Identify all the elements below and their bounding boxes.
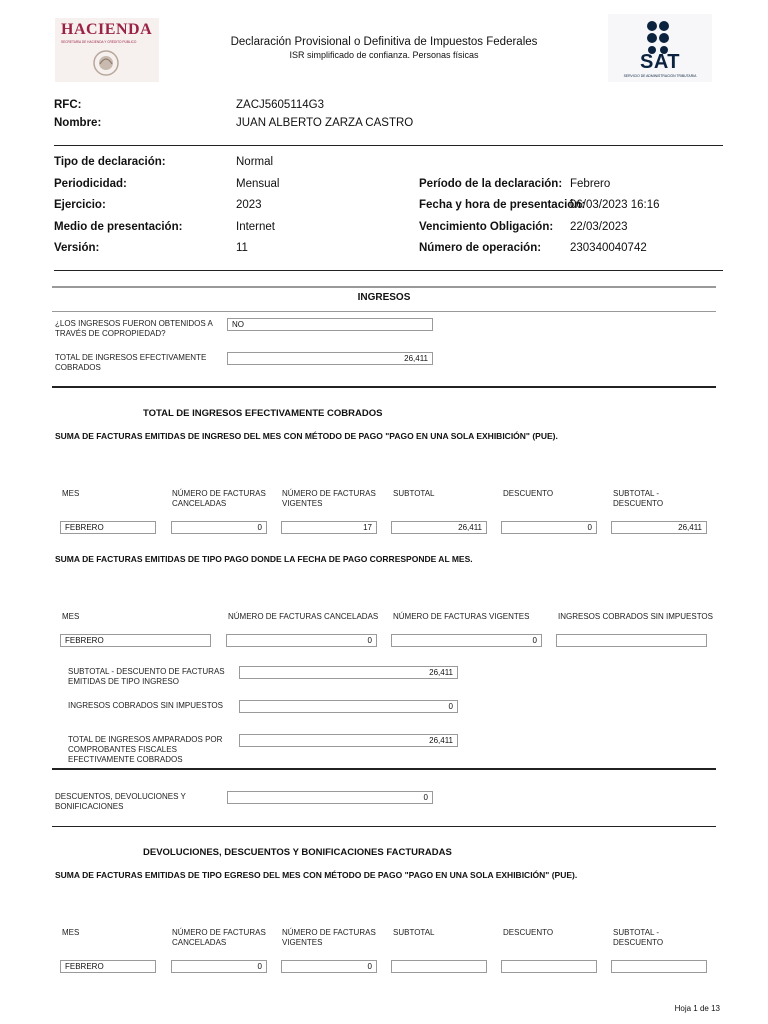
ingresos-bottom-rule bbox=[52, 386, 716, 388]
periodicidad-value: Mensual bbox=[236, 178, 280, 190]
sat-logo-subtext: SERVICIO DE ADMINISTRACIÓN TRIBUTARIA bbox=[623, 74, 697, 78]
fecha-label: Fecha y hora de presentación: bbox=[419, 199, 586, 211]
copropiedad-field[interactable]: NO bbox=[227, 318, 433, 331]
copropiedad-label: ¿LOS INGRESOS FUERON OBTENIDOS A TRAVÉS DE COPROPIEDAD? bbox=[55, 319, 213, 338]
rfc-value: ZACJ5605114G3 bbox=[236, 99, 325, 111]
sat-logo bbox=[608, 14, 712, 82]
sat-logo-text: SAT bbox=[639, 51, 680, 73]
version-value: 11 bbox=[236, 242, 248, 254]
ingresos-top-rule bbox=[52, 286, 716, 288]
document-title: Declaración Provisional o Definitiva de Impuestos Federales bbox=[230, 36, 538, 48]
egreso-mes-field[interactable]: FEBRERO bbox=[60, 960, 156, 973]
vencimiento-value: 22/03/2023 bbox=[570, 221, 628, 233]
operacion-value: 230340040742 bbox=[570, 242, 647, 254]
pue-header-vigentes: NÚMERO DE FACTURAS VIGENTES bbox=[282, 489, 376, 508]
descuentos-label: DESCUENTOS, DEVOLUCIONES Y BONIFICACIONES bbox=[55, 792, 186, 811]
periodo-label: Período de la declaración: bbox=[419, 178, 563, 190]
medio-value: Internet bbox=[236, 221, 275, 233]
version-label: Versión: bbox=[54, 242, 100, 254]
amparados-field[interactable]: 26,411 bbox=[239, 734, 458, 747]
medio-label: Medio de presentación: bbox=[54, 221, 183, 233]
divider-line bbox=[54, 145, 723, 146]
pago-header-vigentes: NÚMERO DE FACTURAS VIGENTES bbox=[393, 612, 530, 621]
pue-title: SUMA DE FACTURAS EMITIDAS DE INGRESO DEL MES CON MÉTODO DE PAGO "PAGO EN UNA SOLA EXHIBICIÓN" (PUE). bbox=[55, 431, 558, 441]
egreso-header-mes: MES bbox=[62, 928, 80, 937]
pue-subtotal-field[interactable]: 26,411 bbox=[391, 521, 487, 534]
pue-header-canceladas: NÚMERO DE FACTURAS CANCELADAS bbox=[172, 489, 266, 508]
total-ingresos-label: TOTAL DE INGRESOS EFECTIVAMENTE COBRADOS bbox=[55, 353, 207, 372]
total-ingresos-field[interactable]: 26,411 bbox=[227, 352, 433, 365]
pago-vigentes-field[interactable]: 0 bbox=[391, 634, 542, 647]
ingresos-title: INGRESOS bbox=[357, 292, 411, 303]
egreso-vigentes-field[interactable]: 0 bbox=[281, 960, 377, 973]
coat-of-arms-icon bbox=[91, 48, 121, 78]
divider-line bbox=[54, 270, 723, 271]
periodo-value: Febrero bbox=[570, 178, 611, 190]
subtotal-descuento-label: SUBTOTAL - DESCUENTO DE FACTURAS EMITIDAS DE TIPO INGRESO bbox=[68, 667, 225, 686]
egreso-header-canceladas: NÚMERO DE FACTURAS CANCELADAS bbox=[172, 928, 266, 947]
pago-header-canceladas: NÚMERO DE FACTURAS CANCELADAS bbox=[228, 612, 379, 621]
egreso-canceladas-field[interactable]: 0 bbox=[171, 960, 267, 973]
pago-header-mes: MES bbox=[62, 612, 80, 621]
egreso-header-subtotal: SUBTOTAL bbox=[393, 928, 435, 937]
pue-header-mes: MES bbox=[62, 489, 80, 498]
page-number: Hoja 1 de 13 bbox=[674, 1004, 720, 1013]
rfc-label: RFC: bbox=[54, 99, 82, 111]
tipo-label: Tipo de declaración: bbox=[54, 156, 166, 168]
pago-mes-field[interactable]: FEBRERO bbox=[60, 634, 211, 647]
pue-canceladas-field[interactable]: 0 bbox=[171, 521, 267, 534]
pue-header-subtotal: SUBTOTAL bbox=[393, 489, 435, 498]
tipo-value: Normal bbox=[236, 156, 274, 168]
pue-header-descuento: DESCUENTO bbox=[503, 489, 554, 498]
sin-impuestos-label: INGRESOS COBRADOS SIN IMPUESTOS bbox=[68, 701, 223, 710]
devoluciones-title: DEVOLUCIONES, DESCUENTOS Y BONIFICACIONES FACTURADAS bbox=[143, 847, 452, 858]
descuentos-bottom-rule bbox=[52, 826, 716, 827]
pue-mes-field[interactable]: FEBRERO bbox=[60, 521, 156, 534]
pue-header-subtotal-descuento: SUBTOTAL - DESCUENTO bbox=[613, 489, 664, 508]
subtotal-descuento-field[interactable]: 26,411 bbox=[239, 666, 458, 679]
periodicidad-label: Periodicidad: bbox=[54, 178, 127, 190]
cobrados-bottom-rule bbox=[52, 768, 716, 770]
cobrados-title: TOTAL DE INGRESOS EFECTIVAMENTE COBRADOS bbox=[143, 408, 383, 419]
nombre-value: JUAN ALBERTO ZARZA CASTRO bbox=[236, 117, 414, 129]
hacienda-logo-subtext: SECRETARÍA DE HACIENDA Y CRÉDITO PÚBLICO bbox=[61, 40, 137, 44]
pue-subtotal-descuento-field[interactable]: 26,411 bbox=[611, 521, 707, 534]
ejercicio-value: 2023 bbox=[236, 199, 262, 211]
sat-dots-icon bbox=[644, 20, 678, 54]
ingresos-title-rule bbox=[52, 311, 716, 312]
egreso-subtotal-descuento-field[interactable] bbox=[611, 960, 707, 973]
document-subtitle: ISR simplificado de confianza. Personas físicas bbox=[289, 50, 479, 60]
operacion-label: Número de operación: bbox=[419, 242, 542, 254]
egreso-title: SUMA DE FACTURAS EMITIDAS DE TIPO EGRESO DEL MES CON MÉTODO DE PAGO "PAGO EN UNA SOLA EXHIBICIÓN" (PUE). bbox=[55, 870, 578, 880]
pue-descuento-field[interactable]: 0 bbox=[501, 521, 597, 534]
egreso-header-descuento: DESCUENTO bbox=[503, 928, 554, 937]
sin-impuestos-field[interactable]: 0 bbox=[239, 700, 458, 713]
pago-sin-impuestos-field[interactable] bbox=[556, 634, 707, 647]
pago-header-sin-impuestos: INGRESOS COBRADOS SIN IMPUESTOS bbox=[558, 612, 713, 621]
pue-vigentes-field[interactable]: 17 bbox=[281, 521, 377, 534]
amparados-label: TOTAL DE INGRESOS AMPARADOS POR COMPROBANTES FISCALES EFECTIVAMENTE COBRADOS bbox=[68, 735, 223, 764]
pago-canceladas-field[interactable]: 0 bbox=[226, 634, 377, 647]
ejercicio-label: Ejercicio: bbox=[54, 199, 106, 211]
nombre-label: Nombre: bbox=[54, 117, 102, 129]
egreso-header-vigentes: NÚMERO DE FACTURAS VIGENTES bbox=[282, 928, 376, 947]
egreso-header-subtotal-descuento: SUBTOTAL - DESCUENTO bbox=[613, 928, 664, 947]
hacienda-logo bbox=[55, 18, 159, 82]
hacienda-logo-text: HACIENDA bbox=[61, 21, 153, 38]
pago-title: SUMA DE FACTURAS EMITIDAS DE TIPO PAGO DONDE LA FECHA DE PAGO CORRESPONDE AL MES. bbox=[55, 554, 473, 564]
egreso-subtotal-field[interactable] bbox=[391, 960, 487, 973]
descuentos-field[interactable]: 0 bbox=[227, 791, 433, 804]
egreso-descuento-field[interactable] bbox=[501, 960, 597, 973]
fecha-value: 06/03/2023 16:16 bbox=[570, 199, 660, 211]
vencimiento-label: Vencimiento Obligación: bbox=[419, 221, 554, 233]
